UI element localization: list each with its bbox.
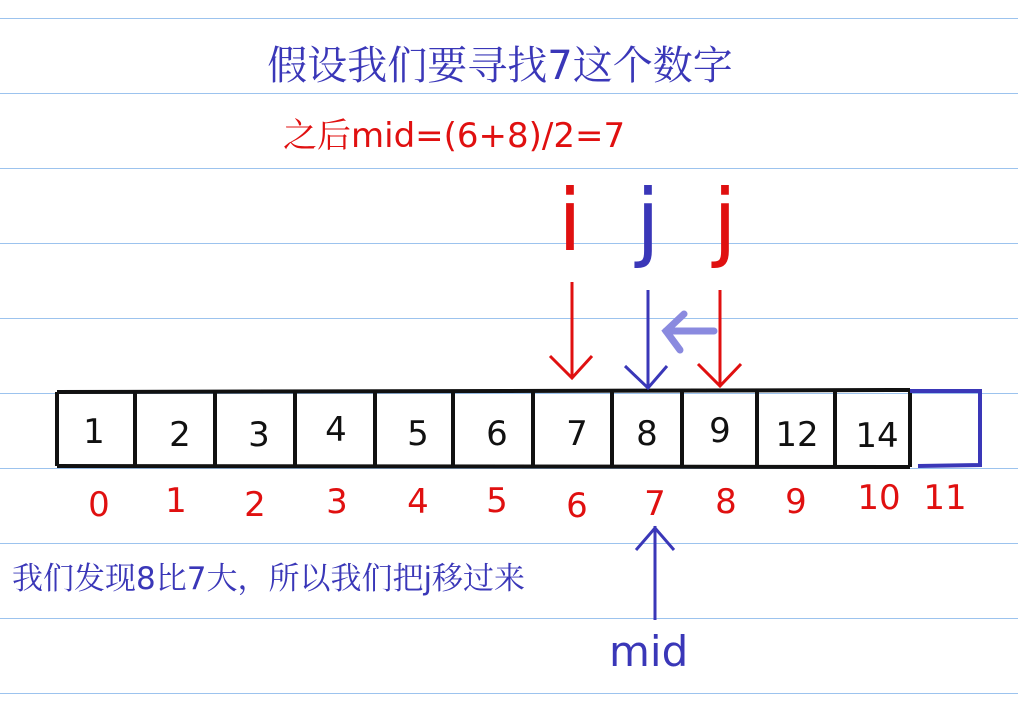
array-cell-value: 2 <box>169 415 191 455</box>
extra-cell-outline <box>910 391 980 466</box>
array-cell-value: 9 <box>709 411 731 451</box>
pointer-i-arrow <box>550 282 592 378</box>
array-cell-value: 6 <box>486 414 508 454</box>
move-left-arrow <box>666 314 714 350</box>
array-index-label: 10 <box>857 478 901 518</box>
array-cell-value: 8 <box>636 414 658 454</box>
pointer-i-label: i <box>558 171 582 271</box>
array-cell-value: 4 <box>325 410 347 450</box>
array-cell-value: 14 <box>855 416 899 456</box>
array-index-label: 2 <box>244 485 266 525</box>
pointer-j-new-label: j <box>636 171 660 271</box>
array-index-label: 4 <box>407 482 429 522</box>
array-index-label: 0 <box>88 485 110 525</box>
mid-formula: 之后mid=(6+8)/2=7 <box>283 116 626 156</box>
explanation-note: 我们发现8比7大，所以我们把j移过来 <box>12 561 526 597</box>
array-cell-value: 1 <box>83 412 105 452</box>
array-index-label: 3 <box>326 482 348 522</box>
array-index-label: 5 <box>486 481 508 521</box>
array-index-label: 7 <box>644 484 666 524</box>
array-index-label: 1 <box>165 481 187 521</box>
array-cell-value: 12 <box>775 415 819 455</box>
pointer-j-old-arrow <box>698 290 741 386</box>
diagram-title: 假设我们要寻找7这个数字 <box>267 43 733 89</box>
array-index-label: 9 <box>785 482 807 522</box>
mid-arrow <box>636 526 674 620</box>
array-index-label: 8 <box>715 482 737 522</box>
pointer-j-new-arrow <box>625 290 667 388</box>
array-cell-value: 3 <box>248 415 270 455</box>
mid-label: mid <box>609 627 689 676</box>
array-index-label: 6 <box>566 486 588 526</box>
array-index-label: 11 <box>923 478 967 518</box>
array-cell-value: 7 <box>566 414 588 454</box>
array-cell-value: 5 <box>407 414 429 454</box>
pointer-j-old-label: j <box>713 171 737 271</box>
